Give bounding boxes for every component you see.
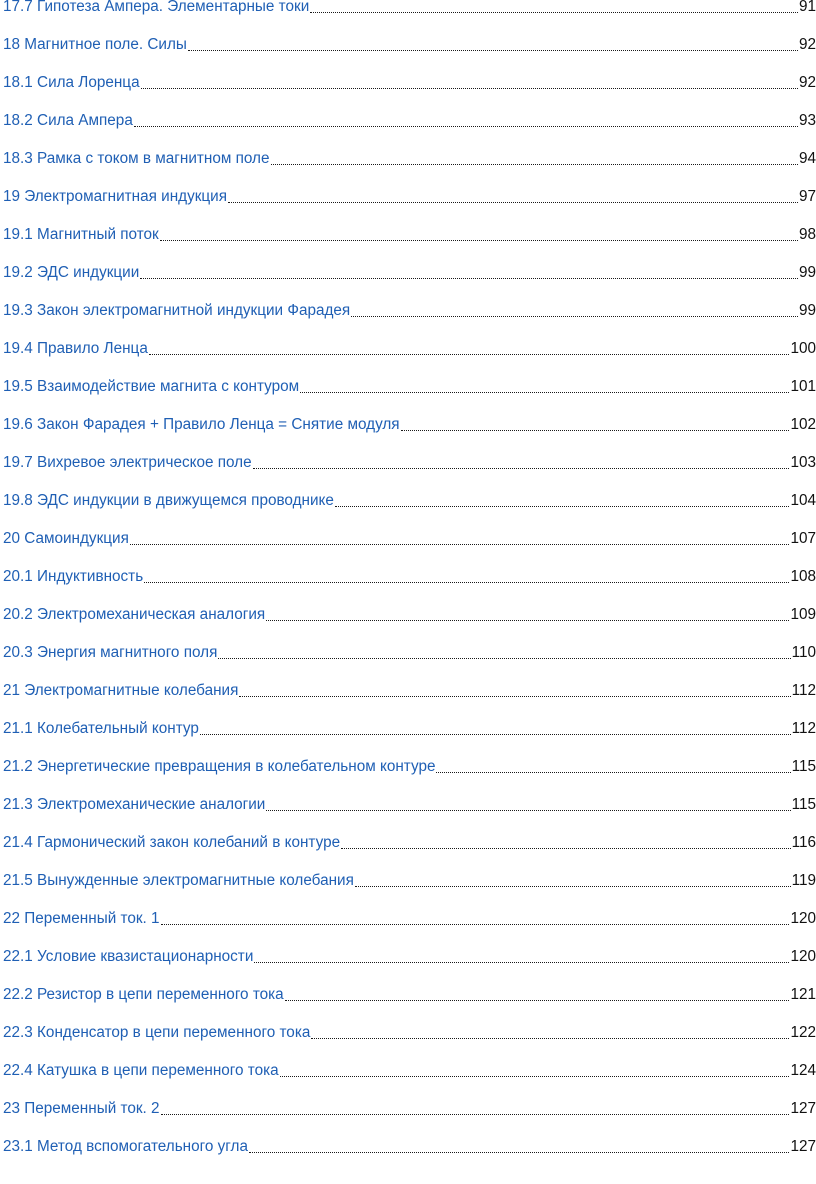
dot-leader — [140, 278, 798, 279]
toc-entry-title: 19.5 Взаимодействие магнита с контуром — [3, 378, 300, 395]
toc-entry[interactable] — [3, 632, 816, 670]
toc-entry[interactable] — [3, 1012, 816, 1050]
toc-entry-title: 22.2 Резистор в цепи переменного тока — [3, 986, 284, 1003]
toc-entry[interactable] — [3, 138, 816, 176]
toc-entry-page: 101 — [790, 378, 816, 395]
dot-leader — [300, 392, 789, 393]
dot-leader — [351, 316, 798, 317]
toc-entry-page: 120 — [790, 910, 816, 927]
dot-leader — [310, 12, 798, 13]
dot-leader — [134, 126, 798, 127]
toc-entry-title: 20.2 Электромеханическая аналогия — [3, 606, 266, 623]
dot-leader — [271, 164, 798, 165]
dot-leader — [200, 734, 791, 735]
dot-leader — [355, 886, 791, 887]
toc-entry-page: 119 — [791, 872, 816, 889]
toc-entry-title: 19.7 Вихревое электрическое поле — [3, 454, 252, 471]
toc-entry[interactable] — [3, 290, 816, 328]
toc-entry-title: 22.3 Конденсатор в цепи переменного тока — [3, 1024, 311, 1041]
toc-entry-page: 99 — [798, 264, 816, 281]
toc-entry[interactable] — [3, 594, 816, 632]
table-of-contents — [3, 0, 816, 1164]
toc-entry-page: 127 — [790, 1138, 816, 1155]
toc-entry[interactable] — [3, 860, 816, 898]
toc-entry-title: 19.1 Магнитный поток — [3, 226, 159, 243]
toc-entry[interactable] — [3, 708, 816, 746]
toc-entry[interactable] — [3, 442, 816, 480]
toc-entry[interactable] — [3, 62, 816, 100]
toc-entry-title: 22 Переменный ток. 1 — [3, 910, 160, 927]
toc-entry-title: 19 Электромагнитная индукция — [3, 188, 228, 205]
toc-entry-page: 98 — [798, 226, 816, 243]
toc-entry-title: 21.1 Колебательный контур — [3, 720, 199, 737]
dot-leader — [218, 658, 790, 659]
dot-leader — [141, 88, 798, 89]
toc-entry-page: 102 — [790, 416, 816, 433]
toc-entry[interactable] — [3, 366, 816, 404]
dot-leader — [436, 772, 790, 773]
toc-entry-title: 20.3 Энергия магнитного поля — [3, 644, 218, 661]
dot-leader — [266, 810, 790, 811]
toc-entry-page: 103 — [790, 454, 816, 471]
dot-leader — [335, 506, 790, 507]
toc-entry[interactable] — [3, 176, 816, 214]
toc-entry-page: 110 — [791, 644, 816, 661]
toc-entry-title: 23 Переменный ток. 2 — [3, 1100, 160, 1117]
toc-entry-title: 21.5 Вынужденные электромагнитные колебания — [3, 872, 354, 889]
toc-entry[interactable] — [3, 746, 816, 784]
dot-leader — [188, 50, 798, 51]
toc-entry-page: 100 — [790, 340, 816, 357]
toc-entry-page: 115 — [791, 796, 816, 813]
toc-entry[interactable] — [3, 822, 816, 860]
toc-entry-page: 112 — [791, 682, 816, 699]
dot-leader — [160, 240, 798, 241]
toc-entry[interactable] — [3, 1050, 816, 1088]
toc-entry-title: 19.2 ЭДС индукции — [3, 264, 140, 281]
toc-entry[interactable] — [3, 974, 816, 1012]
toc-entry[interactable] — [3, 328, 816, 366]
toc-entry-page: 121 — [790, 986, 816, 1003]
toc-entry-title: 21.4 Гармонический закон колебаний в контуре — [3, 834, 341, 851]
toc-entry-title: 19.8 ЭДС индукции в движущемся проводнике — [3, 492, 334, 509]
toc-entry-page: 92 — [798, 36, 816, 53]
toc-entry[interactable] — [3, 898, 816, 936]
toc-entry-page: 108 — [790, 568, 816, 585]
toc-entry-title: 22.1 Условие квазистационарности — [3, 948, 254, 965]
toc-entry[interactable] — [3, 784, 816, 822]
toc-entry-page: 93 — [798, 112, 816, 129]
toc-entry-page: 99 — [798, 302, 816, 319]
dot-leader — [130, 544, 790, 545]
toc-entry-title: 19.3 Закон электромагнитной индукции Фарадея — [3, 302, 351, 319]
toc-entry-page: 104 — [790, 492, 816, 509]
toc-entry-title: 21.2 Энергетические превращения в колебательном контуре — [3, 758, 436, 775]
dot-leader — [280, 1076, 790, 1077]
toc-entry-title: 19.4 Правило Ленца — [3, 340, 148, 357]
toc-entry-page: 94 — [798, 150, 816, 167]
toc-entry-page: 91 — [798, 0, 816, 15]
toc-entry-page: 124 — [790, 1062, 816, 1079]
toc-entry[interactable] — [3, 670, 816, 708]
dot-leader — [144, 582, 789, 583]
toc-entry-title: 21.3 Электромеханические аналогии — [3, 796, 266, 813]
toc-entry[interactable] — [3, 480, 816, 518]
toc-entry-title: 18.2 Сила Ампера — [3, 112, 133, 129]
toc-entry[interactable] — [3, 0, 816, 24]
toc-entry-title: 22.4 Катушка в цепи переменного тока — [3, 1062, 279, 1079]
toc-entry[interactable] — [3, 1126, 816, 1164]
dot-leader — [149, 354, 790, 355]
toc-entry-page: 97 — [798, 188, 816, 205]
toc-entry[interactable] — [3, 404, 816, 442]
toc-entry-title: 18.1 Сила Лоренца — [3, 74, 140, 91]
dot-leader — [253, 468, 790, 469]
toc-entry-page: 120 — [790, 948, 816, 965]
dot-leader — [161, 924, 790, 925]
dot-leader — [266, 620, 789, 621]
toc-entry-title: 19.6 Закон Фарадея + Правило Ленца = Снятие модуля — [3, 416, 400, 433]
toc-entry-page: 109 — [790, 606, 816, 623]
toc-entry-title: 21 Электромагнитные колебания — [3, 682, 239, 699]
toc-entry-title: 23.1 Метод вспомогательного угла — [3, 1138, 248, 1155]
toc-entry[interactable] — [3, 252, 816, 290]
toc-entry-page: 127 — [790, 1100, 816, 1117]
toc-entry-title: 20.1 Индуктивность — [3, 568, 144, 585]
dot-leader — [249, 1152, 790, 1153]
toc-entry-title: 18 Магнитное поле. Силы — [3, 36, 187, 53]
toc-entry-page: 92 — [798, 74, 816, 91]
toc-entry-page: 116 — [791, 834, 816, 851]
toc-entry[interactable] — [3, 936, 816, 974]
toc-entry[interactable] — [3, 556, 816, 594]
toc-entry[interactable] — [3, 518, 816, 556]
toc-entry-page: 115 — [791, 758, 816, 775]
toc-entry[interactable] — [3, 24, 816, 62]
dot-leader — [161, 1114, 790, 1115]
toc-entry-title: 17.7 Гипотеза Ампера. Элементарные токи — [3, 0, 310, 15]
toc-entry[interactable] — [3, 100, 816, 138]
dot-leader — [401, 430, 790, 431]
toc-entry-title: 18.3 Рамка с током в магнитном поле — [3, 150, 270, 167]
toc-entry-page: 122 — [790, 1024, 816, 1041]
toc-entry[interactable] — [3, 1088, 816, 1126]
toc-entry-page: 107 — [790, 530, 816, 547]
toc-entry-page: 112 — [791, 720, 816, 737]
dot-leader — [254, 962, 789, 963]
dot-leader — [285, 1000, 790, 1001]
dot-leader — [228, 202, 798, 203]
dot-leader — [239, 696, 790, 697]
dot-leader — [341, 848, 791, 849]
dot-leader — [311, 1038, 789, 1039]
toc-entry-title: 20 Самоиндукция — [3, 530, 129, 547]
toc-entry[interactable] — [3, 214, 816, 252]
